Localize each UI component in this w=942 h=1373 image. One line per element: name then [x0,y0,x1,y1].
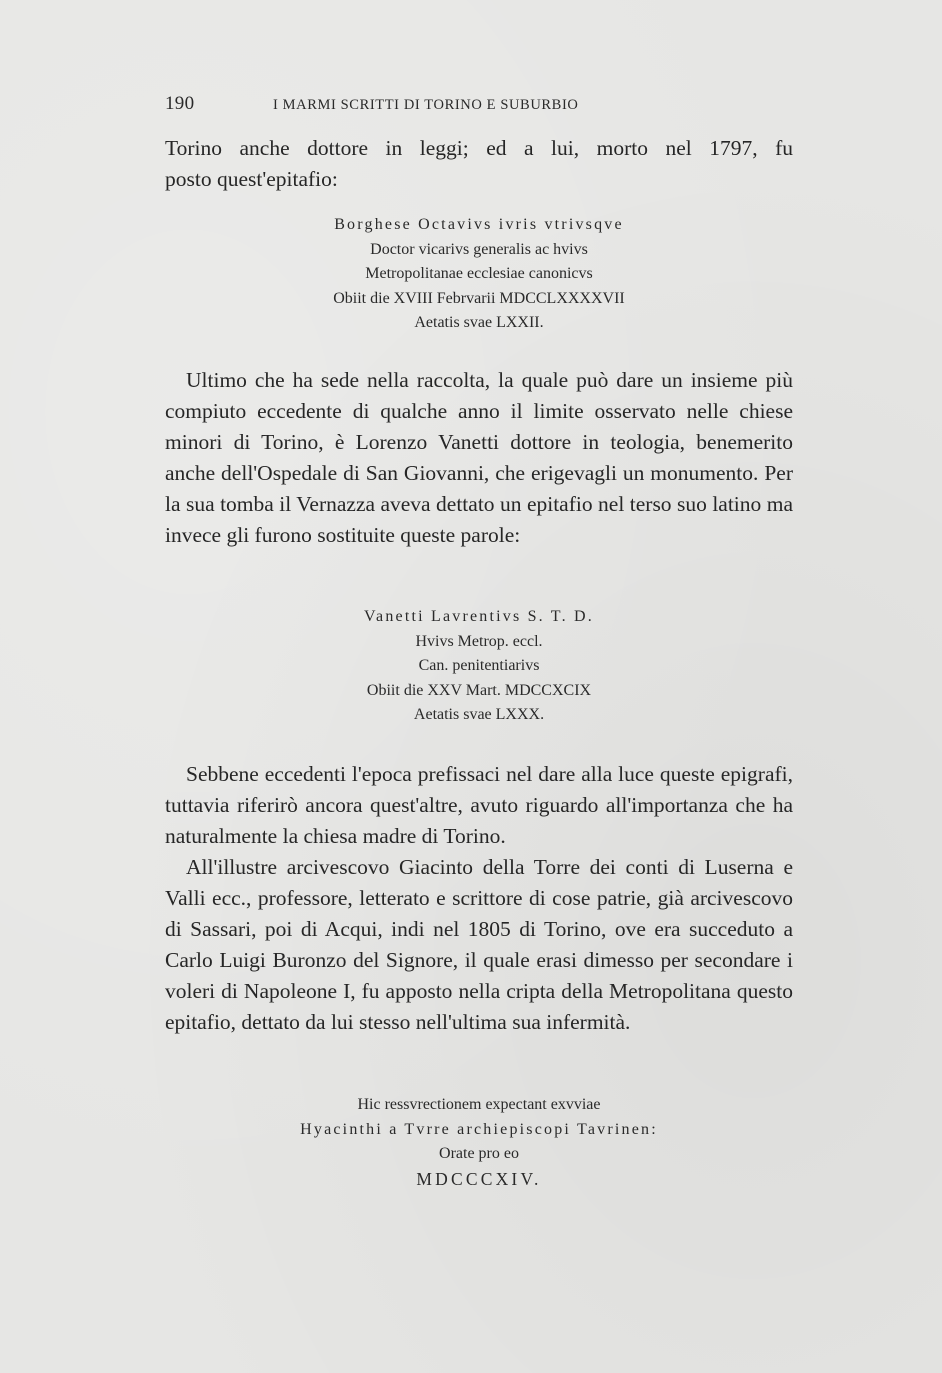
epitaph-line: Aetatis svae LXXII. [414,314,544,331]
running-header [165,93,805,115]
epitaph-line: Aetatis svae LXXX. [413,706,545,723]
epitaph-line: Hic ressvrectionem expectant exvviae [357,1096,601,1113]
epitaph-della-torre [165,1093,793,1191]
epitaph-line: Borghese Octavivs ivris vtrivsqve [334,216,624,233]
epitaph-line: MDCCCXIV. [416,1168,542,1189]
epitaph-line: Hvivs Metrop. eccl. [415,632,543,650]
epitaph-line: Obiit die XXV Mart. MDCCXCIX [366,681,592,699]
paragraph-sebbene [165,759,793,1038]
epitaph-vanetti [165,605,793,728]
epitaph-line: Vanetti Lavrentivs S. T. D. [364,608,594,625]
epitaph-line: Hyacinthi a Tvrre archiepiscopi Tavrinen: [300,1120,658,1138]
paragraph-text: Ultimo che ha sede nella raccolta, la quale può dare un insieme più compiuto eccedente di qualche anno il limite osservato nelle chiese minori di Torino, è Lorenzo Vanetti dottore in teologia, benemerito anche dell'Ospedale di San Giovanni, che erigevagli un monumento. Per la sua tomba il Vernazza aveva dettato un epitafio nel terso suo latino ma invece gli furono sostituite queste parole: [165,368,793,547]
epitaph-line: Can. penitentiarivs [418,657,540,674]
epitaph-line: Metropolitanae ecclesiae canonicvs [365,265,593,282]
paragraph-line: posto quest'epitafio: [165,167,338,191]
page-number: 190 [165,93,195,114]
paragraph-text: Sebbene eccedenti l'epoca prefissaci nel dare alla luce queste epigrafi, tuttavia riferirò ancora quest'altre, avuto riguardo all'importanza che ha naturalmente la chiesa madre di Torino. [165,762,793,848]
epitaph-line: Orate pro eo [439,1145,519,1162]
paragraph-line: Torino anche dottore in leggi; ed a lui, morto nel 1797, fu [165,136,793,160]
epitaph-line: Obiit die XVIII Febrvarii MDCCLXXXXVII [333,289,625,307]
epitaph-line: Doctor vicarivs generalis ac hvivs [370,240,588,258]
running-title: I MARMI SCRITTI DI TORINO E SUBURBIO [273,97,579,113]
paragraph-vanetti [165,365,793,551]
epitaph-borghese [165,213,793,336]
paragraph-continuation [165,133,793,195]
paragraph-text: All'illustre arcivescovo Giacinto della Torre dei conti di Luserna e Valli ecc., professore, letterato e scrittore di cose patrie, già arcivescovo di Sassari, poi di Acqui, indi nel 1805 di Torino, ove era succeduto a Carlo Luigi Buronzo del Signore, il quale erasi dimesso per secondare i voleri di Napoleone I, fu apposto nella cripta della Metropolitana questo epitafio, dettato da lui stesso nell'ultima sua infermità. [165,855,793,1034]
